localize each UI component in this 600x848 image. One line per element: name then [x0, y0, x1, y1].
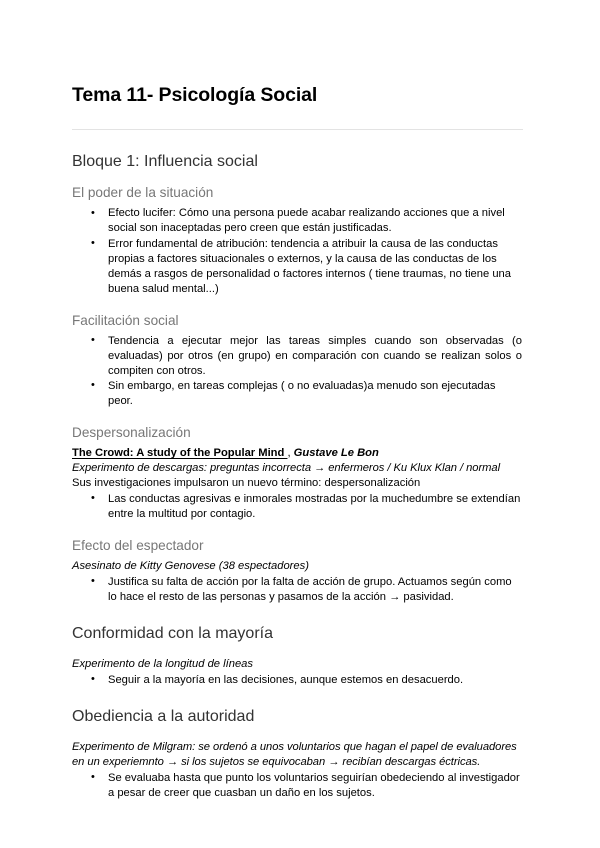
section-heading-bloque-1: Bloque 1: Influencia social — [72, 153, 258, 171]
obediencia-experiment-line: Experimento de Milgram: se ordenó a unos voluntarios que hagan el papel de evaluadores en un experiemnto → si los sujetos se equivocaban → recibían descargas éctricas. — [72, 740, 517, 768]
document-content — [72, 84, 523, 801]
despersonalizacion-note-line: Sus investigaciones impulsaron un nuevo término: despersonalización — [72, 476, 421, 489]
list-item: • Se evaluaba hasta que punto los voluntarios seguirían obedeciendo al investigador a pesar de creer que cuasban un daño en los sujetos. — [72, 771, 523, 801]
despersonalizacion-experiment-line: Experimento de descargas: preguntas incorrecta → enfermeros / Ku Klux Klan / normal — [72, 461, 501, 474]
bullet-list-facilitacion-social — [72, 334, 523, 409]
list-item: • Error fundamental de atribución: tendencia a atribuir la causa de las conductas propias a factores situacionales o externos, y la causa de las conductas de los demás a rasgos de personalidad o factores internos ( tiene traumas, no tiene una buena salud mental...) — [72, 237, 523, 297]
subsection-heading-el-poder-de-la-situacion: El poder de la situación — [72, 185, 214, 201]
list-item: • Seguir a la mayoría en las decisiones, aunque estemos en desacuerdo. — [72, 673, 523, 688]
conformidad-experiment-line: Experimento de la longitud de líneas — [72, 657, 253, 670]
list-item: • Las conductas agresivas e inmorales mostradas por la muchedumbre se extendían entre la multitud por contagio. — [72, 492, 523, 522]
list-item: • Sin embargo, en tareas complejas ( o no evaluadas)a menudo son ejecutadas peor. — [72, 379, 523, 409]
section-heading-conformidad-con-la-mayoria: Conformidad con la mayoría — [72, 624, 273, 642]
efecto-espectador-case-line: Asesinato de Kitty Genovese (38 espectadores) — [72, 559, 309, 572]
bullet-list-despersonalizacion — [72, 492, 523, 522]
reference-book-title: The Crowd: A study of the Popular Mind — [72, 447, 288, 460]
section-heading-obediencia-a-la-autoridad: Obediencia a la autoridad — [72, 707, 255, 725]
bullet-list-efecto-del-espectador — [72, 575, 523, 605]
bullet-list-obediencia — [72, 771, 523, 801]
bullet-list-conformidad — [72, 673, 523, 688]
reference-separator: , — [287, 447, 294, 460]
reference-author: Gustave Le Bon — [293, 447, 379, 460]
page-title: Tema 11- Psicología Social — [72, 84, 318, 106]
subsection-heading-facilitacion-social: Facilitación social — [72, 312, 179, 328]
reference-citation — [72, 446, 523, 461]
bullet-list-el-poder-de-la-situacion — [72, 206, 523, 296]
list-item: • Efecto lucifer: Cómo una persona puede acabar realizando acciones que a nivel social son inaceptadas pero creen que están justificadas. — [72, 206, 523, 236]
list-item: • Justifica su falta de acción por la falta de acción de grupo. Actuamos según como lo hace el resto de las personas y pasamos de la acción → pasividad. — [72, 575, 523, 605]
subsection-heading-despersonalizacion: Despersonalización — [72, 425, 191, 441]
list-item: • Tendencia a ejecutar mejor las tareas simples cuando son observadas (o evaluadas) por otros (en grupo) en comparación con cuando se realizan solos o compiten con otros. — [72, 334, 523, 379]
subsection-heading-efecto-del-espectador: Efecto del espectador — [72, 537, 204, 553]
